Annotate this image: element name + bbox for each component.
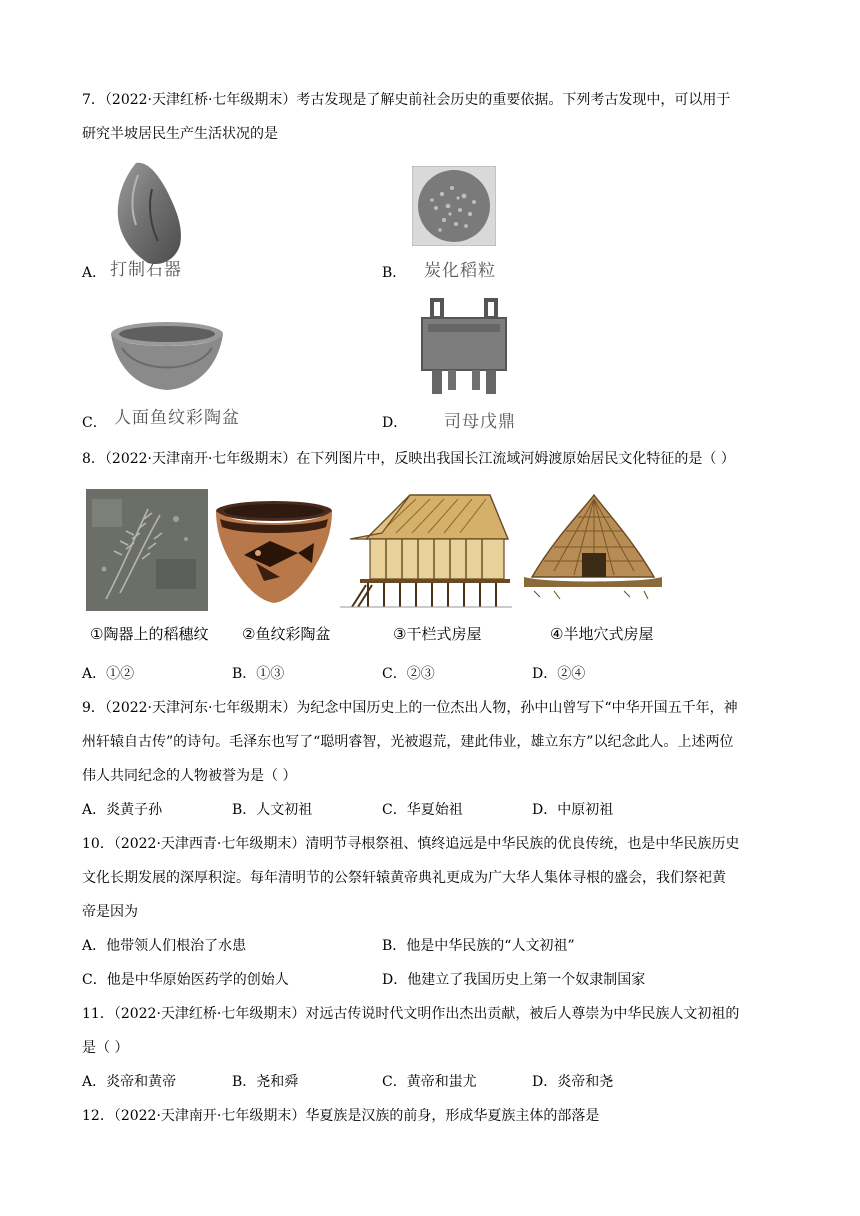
q7-image-d-bronze-ding: [418, 298, 510, 398]
q11-option-c[interactable]: C．黄帝和蚩尤: [382, 1074, 477, 1090]
q8-image-3-stilt-house: [340, 489, 512, 611]
q10-option-b[interactable]: B．他是中华民族的“人文初祖”: [382, 938, 575, 954]
q7-option-b[interactable]: B．: [382, 265, 407, 281]
q9-option-d[interactable]: D．中原初祖: [532, 802, 614, 818]
q7-image-b-carbonized-rice: [412, 166, 496, 246]
q7-image-d-label: 司母戊鼎: [444, 412, 516, 432]
q9-option-c[interactable]: C．华夏始祖: [382, 802, 463, 818]
q8-image-4-semi-subterranean-house: [524, 491, 662, 609]
q7-option-a[interactable]: A．: [82, 265, 107, 281]
q8-image-2-fish-basin: [210, 497, 338, 609]
q8-option-d[interactable]: D．②④: [532, 666, 586, 682]
q8-caption-1: ①陶器上的稻穗纹: [90, 625, 209, 643]
q10-option-a[interactable]: A．他带领人们根治了水患: [82, 938, 247, 954]
q8-option-b[interactable]: B．①③: [232, 666, 285, 682]
q9-option-a[interactable]: A．炎黄子孙: [82, 802, 163, 818]
q7-image-a-label: 打制石器: [110, 260, 182, 280]
q10-line3: 帝是因为: [82, 904, 138, 920]
q7-stem-line1: 7．（2022·天津红桥·七年级期末）考古发现是了解史前社会历史的重要依据。下列考古发现中，可以用于: [82, 92, 731, 108]
q7-image-b-label: 炭化稻粒: [424, 261, 496, 281]
q11-option-a[interactable]: A．炎帝和黄帝: [82, 1074, 177, 1090]
q10-option-d[interactable]: D．他建立了我国历史上第一个奴隶制国家: [382, 972, 646, 988]
q9-line3: 伟人共同纪念的人物被誉为是（ ）: [82, 768, 297, 784]
q9-option-b[interactable]: B．人文初祖: [232, 802, 313, 818]
q10-option-c[interactable]: C．他是中华原始医药学的创始人: [82, 972, 289, 988]
q8-option-c[interactable]: C．②③: [382, 666, 435, 682]
q11-option-b[interactable]: B．尧和舜: [232, 1074, 299, 1090]
q9-line1: 9．（2022·天津河东·七年级期末）为纪念中国历史上的一位杰出人物，孙中山曾写下“中华开国五千年，神: [82, 700, 738, 716]
q8-caption-4: ④半地穴式房屋: [550, 625, 654, 643]
q10-line2: 文化长期发展的深厚积淀。每年清明节的公祭轩辕黄帝典礼更成为广大华人集体寻根的盛会，我们祭祀黄: [82, 870, 726, 886]
q7-option-c[interactable]: C．: [82, 415, 107, 431]
q8-stem: 8．（2022·天津南开·七年级期末）在下列图片中，反映出我国长江流域河姆渡原始居民文化特征的是（ ）: [82, 451, 735, 467]
q10-line1: 10．（2022·天津西青·七年级期末）清明节寻根祭祖、慎终追远是中华民族的优良传统，也是中华民族历史: [82, 836, 740, 852]
q9-line2: 州轩辕自古传”的诗句。毛泽东也写了“聪明睿智，光被遐荒，建此伟业，雄立东方”以纪念此人。上述两位: [82, 734, 734, 750]
q8-caption-2: ②鱼纹彩陶盆: [242, 625, 331, 643]
q7-stem-line2: 研究半坡居民生产生活状况的是: [82, 126, 278, 142]
q8-option-a[interactable]: A．①②: [82, 666, 135, 682]
q7-image-c-label: 人面鱼纹彩陶盆: [114, 408, 240, 428]
q11-line1: 11．（2022·天津红桥·七年级期末）对远古传说时代文明作出杰出贡献，被后人尊崇为中华民族人文初祖的: [82, 1006, 740, 1022]
q11-line2: 是（ ）: [82, 1040, 129, 1056]
q8-caption-3: ③干栏式房屋: [393, 625, 482, 643]
q7-option-d[interactable]: D．: [382, 415, 408, 431]
q12-line1: 12．（2022·天津南开·七年级期末）华夏族是汉族的前身，形成华夏族主体的部落是: [82, 1108, 600, 1124]
q11-option-d[interactable]: D．炎帝和尧: [532, 1074, 614, 1090]
q7-image-c-pottery-basin: [108, 318, 226, 394]
q8-image-1-rice-pattern: [86, 489, 208, 611]
